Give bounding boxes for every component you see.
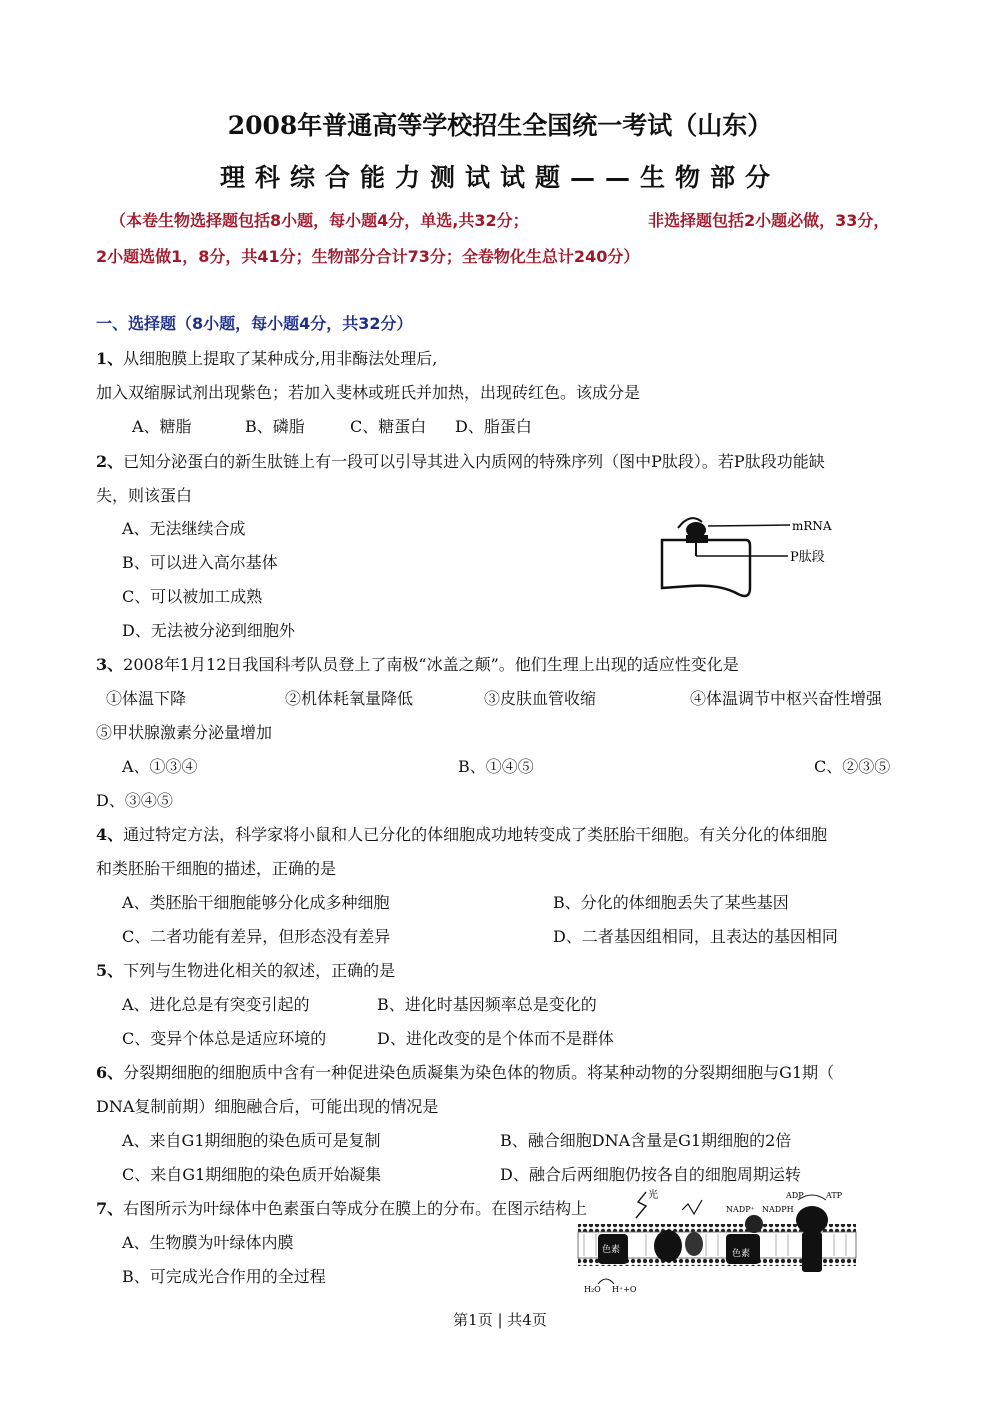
question-number: 3 (96, 655, 108, 674)
question-text: 右图所示为叶绿体中色素蛋白等成分在膜上的分布。在图示结构上 (123, 1199, 588, 1218)
question-number: 1 (96, 349, 108, 368)
q7-option-a: A、生物膜为叶绿体内膜 (122, 1233, 294, 1252)
question-6-line2: DNA复制前期）细胞融合后，可能出现的情况是 (96, 1097, 439, 1116)
pigment-label-2: 色素 (732, 1249, 751, 1259)
water-split-arrow (598, 1279, 614, 1284)
q2-option-c: C、可以被加工成熟 (122, 587, 263, 606)
q5-option-b: B、进化时基因频率总是变化的 (377, 995, 597, 1014)
question-4: 4、通过特定方法，科学家将小鼠和人已分化的体细胞成功地转变成了类胚胎干细胞。有关分化的体细胞 (96, 825, 828, 844)
p-peptide-label: P肽段 (790, 550, 825, 565)
atp-synthase-head (796, 1206, 828, 1234)
q3-item-4: ④体温调节中枢兴奋性增强 (690, 689, 883, 708)
light-arrow-2 (682, 1200, 702, 1214)
question-1: 1、从细胞膜上提取了某种成分,用非酶法处理后, (96, 349, 438, 368)
q1-option-b: B、磷脂 (245, 417, 305, 436)
ribosome-small-subunit (686, 535, 708, 543)
question-text: 已知分泌蛋白的新生肽链上有一段可以引导其进入内质网的特殊序列（图中P肽段）。若P肽段功能缺 (123, 452, 825, 471)
exam-note-part1: （本卷生物选择题包括8小题，每小题4分，单选,共32分； (110, 211, 529, 230)
carrier-protein (685, 1232, 703, 1256)
q2-option-b: B、可以进入高尔基体 (122, 553, 278, 572)
q3-item-2: ②机体耗氧量降低 (285, 689, 414, 708)
nadp-reductase (745, 1215, 763, 1233)
q2-option-d: D、无法被分泌到细胞外 (122, 621, 295, 640)
q1-option-c: C、糖蛋白 (350, 417, 427, 436)
q4-option-c: C、二者功能有差异，但形态没有差异 (122, 927, 391, 946)
q3-option-d: D、③④⑤ (96, 791, 173, 810)
light-arrow (636, 1192, 646, 1218)
page-subtitle: 理科综合能力测试试题——生物部分 (219, 163, 780, 192)
q6-option-d: D、融合后两细胞仍按各自的细胞周期运转 (500, 1165, 801, 1184)
q3-item-5: ⑤甲状腺激素分泌量增加 (96, 723, 273, 742)
question-7: 7、右图所示为叶绿体中色素蛋白等成分在膜上的分布。在图示结构上 (96, 1199, 588, 1218)
question-1-line2: 加入双缩脲试剂出现紫色；若加入斐林或班氏并加热，出现砖红色。该成分是 (96, 383, 641, 402)
q5-option-d: D、进化改变的是个体而不是群体 (377, 1029, 614, 1048)
adp-label: ADP (786, 1191, 804, 1200)
q5-option-a: A、进化总是有突变引起的 (122, 995, 310, 1014)
h2o-label: H₂O (584, 1285, 601, 1294)
question-6: 6、分裂期细胞的细胞质中含有一种促进染色质凝集为染色体的物质。将某种动物的分裂期细胞与G1期（ (96, 1063, 835, 1082)
pigment-label: 色素 (602, 1245, 621, 1255)
question-4-line2: 和类胚胎干细胞的描述，正确的是 (96, 859, 337, 878)
question-number: 2 (96, 452, 108, 471)
cytochrome-complex (654, 1230, 682, 1262)
q6-option-b: B、融合细胞DNA含量是G1期细胞的2倍 (500, 1131, 792, 1150)
q1-option-d: D、脂蛋白 (455, 417, 532, 436)
ribosome-diagram (650, 508, 850, 608)
q2-option-a: A、无法继续合成 (122, 519, 246, 538)
question-text: 2008年1月12日我国科考队员登上了南极“冰盖之颠”。他们生理上出现的适应性变化是 (123, 655, 739, 674)
question-5: 5、下列与生物进化相关的叙述，正确的是 (96, 961, 396, 980)
q4-option-b: B、分化的体细胞丢失了某些基因 (553, 893, 789, 912)
light-label: 光 (648, 1190, 658, 1201)
question-number: 4 (96, 825, 108, 844)
q3-item-3: ③皮肤血管收缩 (484, 689, 597, 708)
exam-note-part2: 非选择题包括2小题必做，33分， (648, 211, 890, 230)
page-title: 2008年普通高等学校招生全国统一考试（山东） (227, 111, 773, 140)
question-2-line2: 失，则该蛋白 (96, 486, 193, 505)
question-2: 2、已知分泌蛋白的新生肽链上有一段可以引导其进入内质网的特殊序列（图中P肽段）。若P肽段功能缺 (96, 452, 825, 471)
question-number: 7 (96, 1199, 108, 1218)
q4-option-a: A、类胚胎干细胞能够分化成多种细胞 (122, 893, 390, 912)
q6-option-c: C、来自G1期细胞的染色质开始凝集 (122, 1165, 382, 1184)
question-text: 通过特定方法，科学家将小鼠和人已分化的体细胞成功地转变成了类胚胎干细胞。有关分化的体细胞 (123, 825, 828, 844)
section-heading: 一、选择题（8小题，每小题4分，共32分） (96, 314, 413, 333)
mrna-strand (708, 525, 790, 526)
q3-option-a: A、①③④ (122, 757, 198, 776)
er-membrane (662, 540, 750, 596)
atp-synthase-stalk (802, 1232, 822, 1272)
question-number: 5 (96, 961, 108, 980)
exam-note-line2: 2小题选做1，8分，共41分；生物部分合计73分；全卷物化生总计240分） (96, 247, 640, 266)
question-text: 从细胞膜上提取了某种成分,用非酶法处理后, (123, 349, 438, 368)
q5-option-c: C、变异个体总是适应环境的 (122, 1029, 327, 1048)
atp-label: ATP (826, 1191, 843, 1200)
nadph-label: NADPH (762, 1205, 794, 1214)
page-footer: 第1页 | 共4页 (453, 1311, 547, 1329)
q1-option-a: A、糖脂 (132, 417, 192, 436)
question-3: 3、2008年1月12日我国科考队员登上了南极“冰盖之颠”。他们生理上出现的适应性变化是 (96, 655, 739, 674)
h-label: H⁺+O (612, 1285, 637, 1294)
question-text: 下列与生物进化相关的叙述，正确的是 (123, 961, 396, 980)
q3-option-b: B、①④⑤ (458, 757, 534, 776)
q3-item-1: ①体温下降 (106, 689, 187, 708)
question-number: 6 (96, 1063, 108, 1082)
q6-option-a: A、来自G1期细胞的染色质可是复制 (122, 1131, 381, 1150)
q4-option-d: D、二者基因组相同，且表达的基因相同 (553, 927, 838, 946)
mrna-label: mRNA (792, 519, 832, 533)
q7-option-b: B、可完成光合作用的全过程 (122, 1267, 326, 1286)
thylakoid-membrane-diagram (576, 1186, 860, 1304)
q3-option-c: C、②③⑤ (814, 757, 891, 776)
nadp-label: NADP⁺ (726, 1205, 755, 1214)
question-text: 分裂期细胞的细胞质中含有一种促进染色质凝集为染色体的物质。将某种动物的分裂期细胞与G1期（ (123, 1063, 835, 1082)
